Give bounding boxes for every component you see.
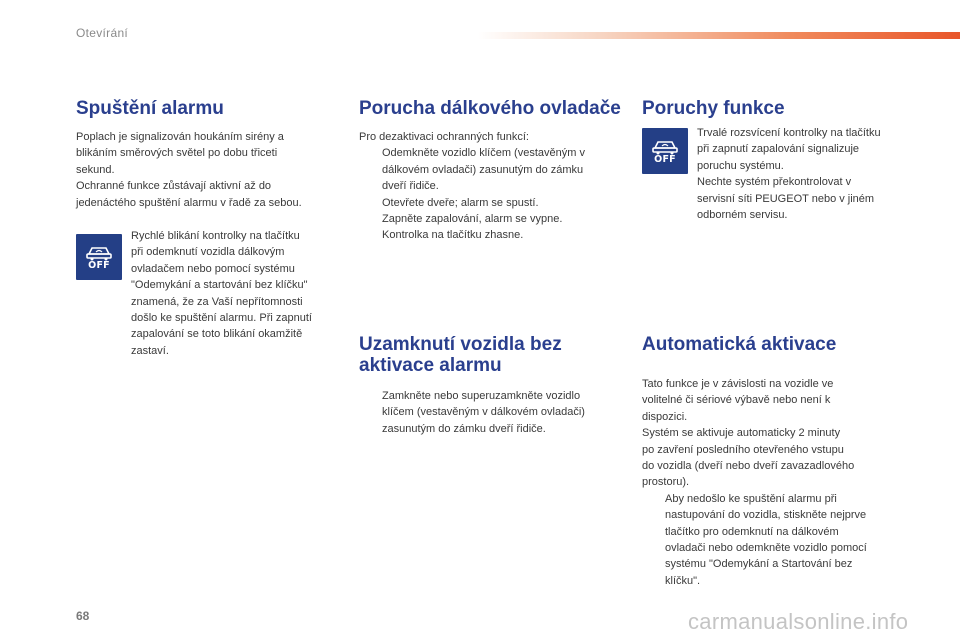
bullet-list xyxy=(359,388,629,437)
paragraph: Poplach je signalizován houkáním sirény a blikáním směrových světel po dobu třiceti sekund. Ochranné funkce zůstávají aktivní až do jedenáctého spuštění alarmu v řadě za sebou. xyxy=(76,131,302,209)
section-malfunction xyxy=(642,98,922,119)
alarm-off-indicator-icon xyxy=(76,234,122,280)
alarm-indicator-description xyxy=(131,228,346,359)
section-remote-failure xyxy=(359,98,629,244)
list-item: Aby nedošlo ke spuštění alarmu při nastupování do vozidla, stiskněte nejprve tlačítko pro odemknutí na dálkovém ovladači nebo odemkněte vozidlo pomocí systému "Odemykání a Startování bez klíčku". xyxy=(665,492,867,587)
off-label: OFF xyxy=(88,260,110,271)
list-item: Otevřete dveře; alarm se spustí. xyxy=(382,196,539,209)
off-label: OFF xyxy=(654,154,676,165)
paragraph: Trvalé rozsvícení kontrolky na tlačítku při zapnutí zapalování signalizuje poruchu systému. Nechte systém překontrolovat v servisní síti PEUGEOT nebo v jiném odborném servisu. xyxy=(697,127,881,222)
section-lock-without-alarm xyxy=(359,334,629,437)
header-accent-bar xyxy=(478,32,960,39)
section-title: Spuštění alarmu xyxy=(76,98,224,119)
chapter-title: Otevírání xyxy=(76,26,129,40)
section-auto-activation xyxy=(642,334,922,589)
list-item: Zapněte zapalování, alarm se vypne. Kontrolka na tlačítku zhasne. xyxy=(382,213,563,242)
section-alarm-trigger xyxy=(76,98,346,211)
paragraph: Pro dezaktivaci ochranných funkcí: xyxy=(359,131,529,143)
list-item: Odemkněte vozidlo klíčem (vestavěným v dálkovém ovladači) zasunutým do zámku dveří řidiče. xyxy=(382,147,585,193)
page-number: 68 xyxy=(76,609,90,623)
paragraph: Tato funkce je v závislosti na vozidle ve volitelné či sériové výbavě nebo není k dispozici. Systém se aktivuje automaticky 2 minuty po zavření posledního otevřeného vstupu do vozidla (dveří nebo dveří zavazadlového prostoru). xyxy=(642,378,855,489)
bullet-list xyxy=(642,491,922,589)
section-title: Uzamknutí vozidla bez aktivace alarmu xyxy=(359,334,562,376)
section-title: Poruchy funkce xyxy=(642,98,785,119)
section-title: Porucha dálkového ovladače xyxy=(359,98,621,119)
section-title: Automatická aktivace xyxy=(642,334,837,355)
paragraph: Rychlé blikání kontrolky na tlačítku při odemknutí vozidla dálkovým ovladačem nebo pomocí systému "Odemykání a startování bez klíčku" znamená, že za Vaší nepřítomnosti došlo ke spuštění alarmu. Při zapnutí zapalování se toto blikání okamžitě zastaví. xyxy=(131,230,312,357)
malfunction-description xyxy=(697,125,922,223)
watermark: carmanualsonline.info xyxy=(688,609,909,634)
bullet-list xyxy=(359,145,629,243)
list-item: Zamkněte nebo superuzamkněte vozidlo klíčem (vestavěným v dálkovém ovladači) zasunutým do zámku dveří řidiče. xyxy=(382,390,585,435)
alarm-off-indicator-icon xyxy=(642,128,688,174)
